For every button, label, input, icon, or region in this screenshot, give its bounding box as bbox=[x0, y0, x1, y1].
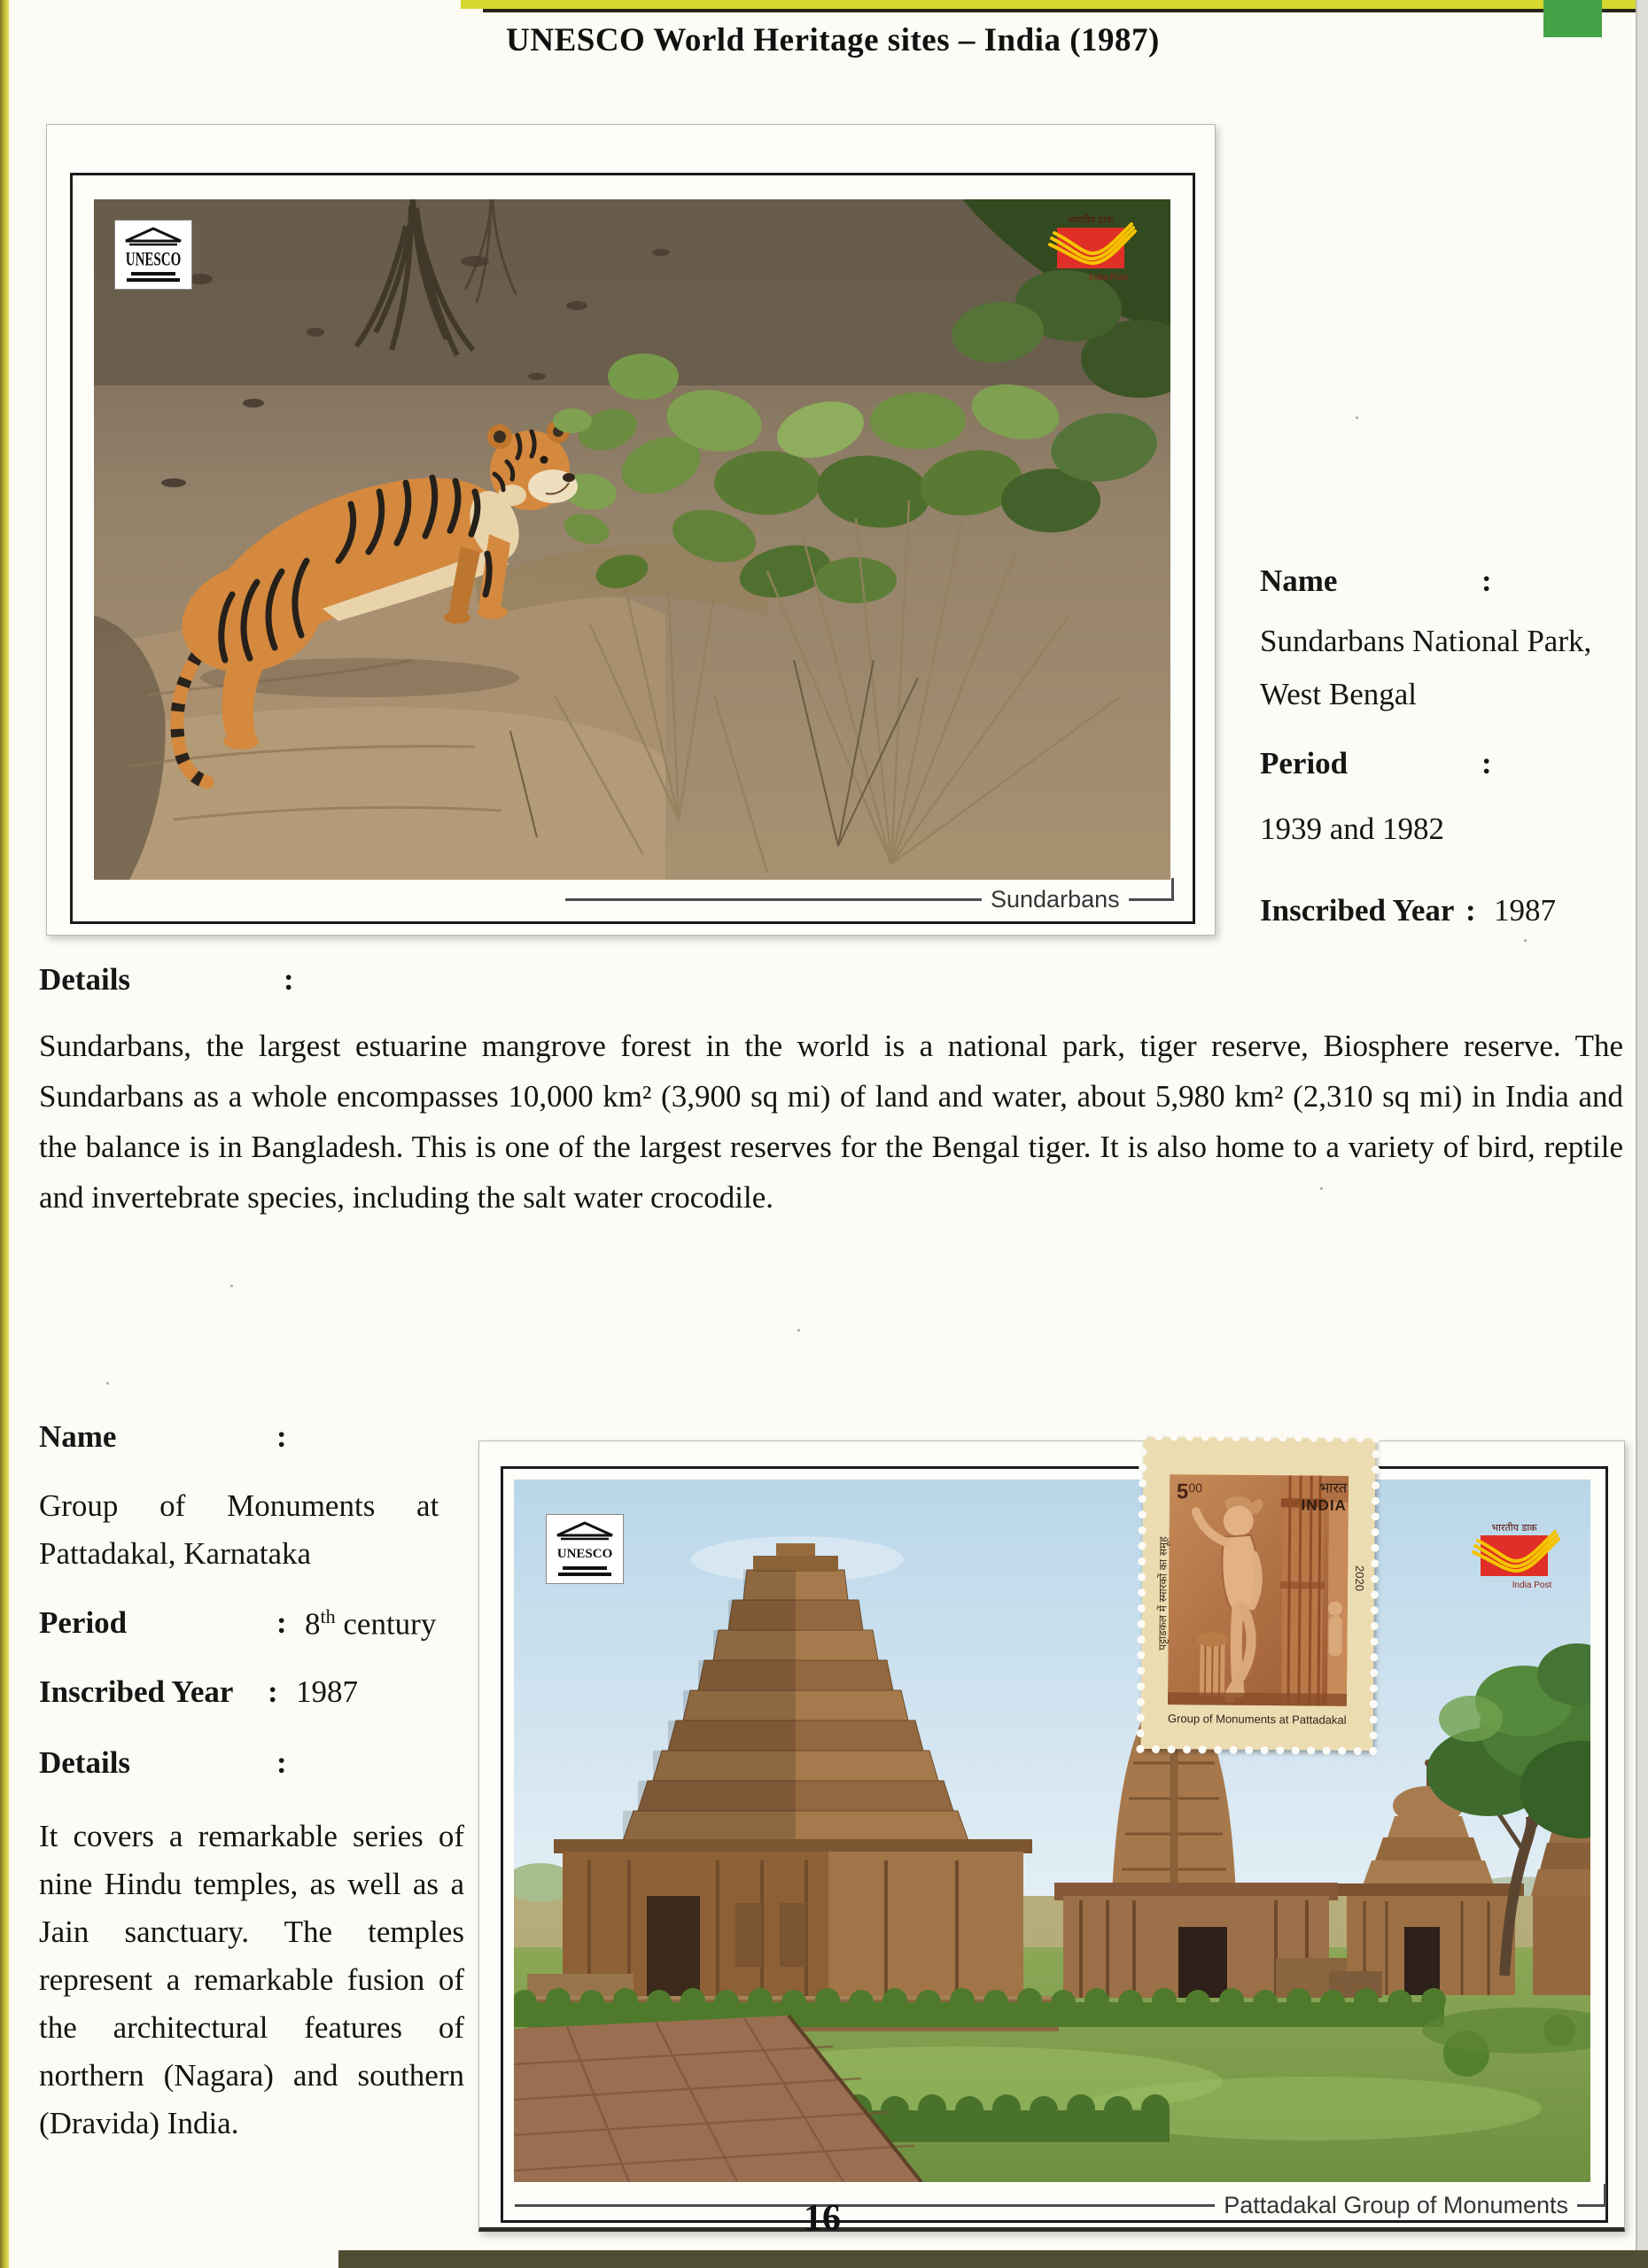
pattadakal-caption-row bbox=[515, 2191, 1606, 2219]
sundarbans-name-row: Name : bbox=[1260, 563, 1492, 598]
caption-corner bbox=[1171, 878, 1174, 901]
page-edge-bottom bbox=[338, 2250, 1648, 2268]
scan-speck bbox=[1356, 416, 1358, 419]
stamp-caption: Group of Monuments at Pattadakal bbox=[1167, 1712, 1347, 1727]
pattadakal-photo bbox=[514, 1480, 1590, 2182]
page-edge-right bbox=[1636, 0, 1648, 2268]
pattadakal-period-row: Period : 8th century bbox=[39, 1605, 437, 1642]
scan-speck bbox=[230, 1285, 233, 1287]
pattadakal-details-text: It covers a remarkable series of nine Hindu temples, as well as a Jain sanctuary. The temples represent a remarkable fusion of the architectural features of northern (Nagara) and southern (Dravida) India. bbox=[39, 1819, 464, 2140]
caption-corner bbox=[1604, 2184, 1606, 2207]
period-label: Period bbox=[1260, 746, 1349, 781]
page-title: UNESCO World Heritage sites – India (1987) bbox=[506, 22, 1160, 58]
pattadakal-stamp bbox=[1140, 1437, 1375, 1751]
pattadakal-details-row: Details : bbox=[39, 1745, 287, 1780]
unesco-logo bbox=[546, 1514, 624, 1584]
stamp-country-hindi: भारत bbox=[1318, 1479, 1348, 1496]
india-post-hindi-text: भारतीय डाक bbox=[1068, 214, 1114, 226]
scan-speck bbox=[1524, 939, 1527, 942]
page-edge-left bbox=[0, 0, 9, 2268]
caption-line bbox=[1129, 898, 1171, 901]
attendant-figure bbox=[1327, 1602, 1342, 1657]
page-number: 16 bbox=[804, 2198, 841, 2239]
sundarbans-caption-row bbox=[565, 885, 1193, 913]
pattadakal-caption: Pattadakal Group of Monuments bbox=[1224, 2191, 1568, 2218]
inscribed-year-label: Inscribed Year bbox=[1260, 893, 1455, 928]
sundarbans-details-row: Details : bbox=[39, 962, 294, 997]
india-post-english-text: India Post bbox=[1088, 273, 1129, 283]
scan-speck bbox=[106, 1382, 109, 1385]
details-label: Details bbox=[39, 1745, 131, 1780]
name-label: Name bbox=[1260, 563, 1338, 598]
stamp-year: 2020 bbox=[1353, 1565, 1367, 1592]
name-label: Name bbox=[39, 1419, 117, 1454]
pattadakal-name-value-1: Group of Monuments at bbox=[39, 1488, 439, 1523]
unesco-logo-text: UNESCO bbox=[556, 1546, 613, 1561]
caption-line bbox=[565, 898, 982, 901]
sundarbans-caption: Sundarbans bbox=[991, 885, 1120, 913]
corner-green-mark bbox=[1543, 0, 1602, 37]
pattadakal-inscribed-row: Inscribed Year : 1987 bbox=[39, 1674, 358, 1709]
sundarbans-period-row: Period : bbox=[1260, 746, 1492, 781]
stamp-denomination: 500 bbox=[1176, 1480, 1203, 1504]
sundarbans-postcard bbox=[46, 124, 1216, 936]
unesco-logo-text: UNESCO bbox=[125, 248, 182, 271]
unesco-logo bbox=[114, 220, 192, 290]
pattadakal-inscribed-value: 1987 bbox=[296, 1674, 358, 1709]
page-edge-top bbox=[461, 0, 1648, 9]
caption-line bbox=[1577, 2204, 1604, 2207]
pattadakal-period-value: 8th century bbox=[305, 1605, 437, 1642]
pattadakal-name-row: Name : bbox=[39, 1419, 287, 1454]
india-post-logo bbox=[1046, 212, 1135, 286]
inscribed-year-label: Inscribed Year bbox=[39, 1674, 234, 1709]
india-post-english-text: India Post bbox=[1512, 1581, 1552, 1590]
details-label: Details bbox=[39, 962, 131, 997]
stamp-country-english: INDIA bbox=[1301, 1496, 1347, 1514]
india-post-hindi-text: भारतीय डाक bbox=[1491, 1522, 1537, 1534]
stamp-country bbox=[1302, 1479, 1348, 1514]
tiger-photo bbox=[94, 199, 1170, 880]
sundarbans-name-value-1: Sundarbans National Park, bbox=[1260, 624, 1592, 658]
sundarbans-inscribed-row: Inscribed Year : 1987 bbox=[1260, 893, 1556, 928]
pattadakal-postcard bbox=[478, 1441, 1625, 2232]
sundarbans-inscribed-value: 1987 bbox=[1494, 893, 1556, 928]
india-post-logo bbox=[1470, 1519, 1559, 1594]
scan-speck bbox=[797, 1329, 800, 1332]
stamp-side-text: पट्टाडकल में स्मारकों का समूह bbox=[1155, 1536, 1170, 1651]
sundarbans-period-value: 1939 and 1982 bbox=[1260, 812, 1445, 846]
period-label: Period bbox=[39, 1605, 128, 1640]
sundarbans-details-text: Sundarbans, the largest estuarine mangrove forest in the world is a national park, tiger reserve, Biosphere reserve. The Sundarbans as a whole encompasses 10,000 km² (3,900 sq mi) of land and water, about 5,980 km² (2,310 sq mi) in India and the balance is in Bangladesh. This is one of the largest reserves for the Bengal tiger. It is also home to a variety of bird, reptile and invertebrate species, including the salt water crocodile. bbox=[39, 1029, 1623, 1215]
page-edge-top-line bbox=[483, 9, 1648, 12]
sundarbans-name-value-2: West Bengal bbox=[1260, 677, 1417, 711]
pattadakal-name-value-2: Pattadakal, Karnataka bbox=[39, 1536, 312, 1571]
